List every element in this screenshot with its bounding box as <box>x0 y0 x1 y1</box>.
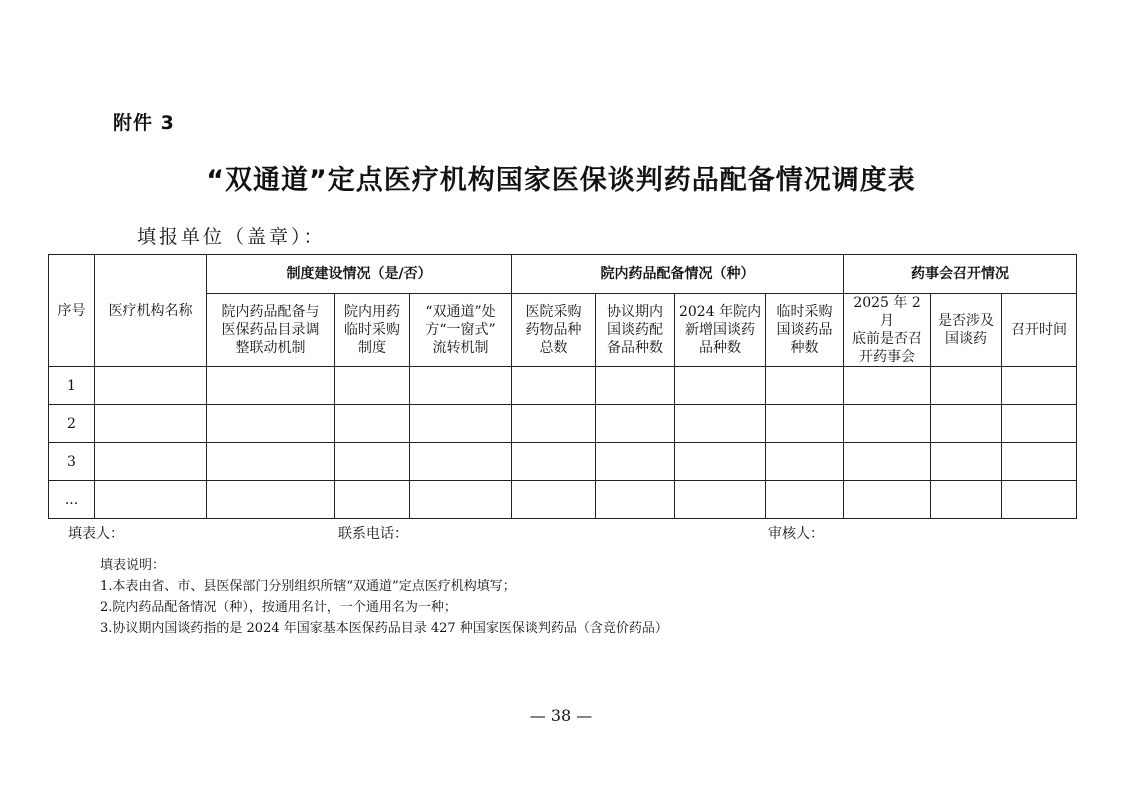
table-cell[interactable] <box>335 367 410 405</box>
row-seq: 3 <box>49 443 95 481</box>
header-negotiated-stocked: 协议期内 国谈药配 备品种数 <box>596 294 675 367</box>
table-cell[interactable] <box>844 481 931 519</box>
table-cell[interactable] <box>931 405 1002 443</box>
filler-label: 填表人： <box>68 526 124 542</box>
table-cell[interactable] <box>1002 481 1077 519</box>
table-cell[interactable] <box>512 481 596 519</box>
header-linkage-mechanism: 院内药品配备与 医保药品目录调 整联动机制 <box>207 294 335 367</box>
table-cell[interactable] <box>766 405 844 443</box>
table-cell[interactable] <box>95 443 207 481</box>
header-2024-new-negotiated: 2024 年院内 新增国谈药 品种数 <box>675 294 766 367</box>
table-cell[interactable] <box>410 405 512 443</box>
header-temp-purchase-system: 院内用药 临时采购 制度 <box>335 294 410 367</box>
table-cell[interactable] <box>95 481 207 519</box>
page-number: — 38 — <box>529 706 593 725</box>
attachment-label: 附件 3 <box>113 112 175 134</box>
table-cell[interactable] <box>675 481 766 519</box>
phone-label: 联系电话： <box>338 526 408 542</box>
table-cell[interactable] <box>931 367 1002 405</box>
notes-heading: 填表说明： <box>100 558 166 573</box>
table-cell[interactable] <box>675 367 766 405</box>
table-cell[interactable] <box>410 443 512 481</box>
table-cell[interactable] <box>95 367 207 405</box>
table-cell[interactable] <box>207 367 335 405</box>
note-item-1: 1.本表由省、市、县医保部门分别组织所辖“双通道”定点医疗机构填写； <box>100 579 516 594</box>
dispatch-table <box>48 254 1077 519</box>
table-cell[interactable] <box>512 367 596 405</box>
table-cell[interactable] <box>1002 405 1077 443</box>
table-cell[interactable] <box>335 481 410 519</box>
note-item-3: 3.协议期内国谈药指的是 2024 年国家基本医保药品目录 427 种国家医保谈判药品（含竞价药品） <box>100 621 668 636</box>
row-seq: 1 <box>49 367 95 405</box>
header-row-groups <box>49 255 1077 294</box>
table-cell[interactable] <box>207 481 335 519</box>
header-group-meeting: 药事会召开情况 <box>844 255 1077 294</box>
table-cell[interactable] <box>844 405 931 443</box>
row-seq: 2 <box>49 405 95 443</box>
header-seq: 序号 <box>49 255 95 367</box>
fill-unit-label: 填报单位（盖章）： <box>137 226 326 248</box>
table-cell[interactable] <box>675 405 766 443</box>
header-total-varieties: 医院采购 药物品种 总数 <box>512 294 596 367</box>
header-group-system: 制度建设情况（是/否） <box>207 255 512 294</box>
table-cell[interactable] <box>844 367 931 405</box>
table-row <box>49 443 1077 481</box>
table-row <box>49 367 1077 405</box>
table-cell[interactable] <box>410 481 512 519</box>
row-seq: ... <box>49 481 95 519</box>
table-cell[interactable] <box>675 443 766 481</box>
table-row <box>49 481 1077 519</box>
header-temp-purchase-count: 临时采购 国谈药品 种数 <box>766 294 844 367</box>
header-meeting-held: 2025 年 2 月 底前是否召 开药事会 <box>844 294 931 367</box>
table-cell[interactable] <box>1002 443 1077 481</box>
table-cell[interactable] <box>512 405 596 443</box>
note-item-2: 2.院内药品配备情况（种），按通用名计，一个通用名为一种； <box>100 600 457 615</box>
table-cell[interactable] <box>766 443 844 481</box>
table-cell[interactable] <box>844 443 931 481</box>
table-cell[interactable] <box>766 367 844 405</box>
header-involves-negotiated: 是否涉及 国谈药 <box>931 294 1002 367</box>
header-institution-name: 医疗机构名称 <box>95 255 207 367</box>
table-cell[interactable] <box>596 367 675 405</box>
document-title: “双通道”定点医疗机构国家医保谈判药品配备情况调度表 <box>206 165 916 196</box>
table-row <box>49 405 1077 443</box>
header-meeting-time: 召开时间 <box>1002 294 1077 367</box>
table-cell[interactable] <box>596 443 675 481</box>
table-cell[interactable] <box>1002 367 1077 405</box>
reviewer-label: 审核人： <box>768 526 824 542</box>
table-cell[interactable] <box>766 481 844 519</box>
table-cell[interactable] <box>931 481 1002 519</box>
table-cell[interactable] <box>95 405 207 443</box>
table-cell[interactable] <box>596 405 675 443</box>
table-cell[interactable] <box>207 405 335 443</box>
table-cell[interactable] <box>335 443 410 481</box>
table-cell[interactable] <box>410 367 512 405</box>
table-cell[interactable] <box>207 443 335 481</box>
table-cell[interactable] <box>931 443 1002 481</box>
header-group-stock: 院内药品配备情况（种） <box>512 255 844 294</box>
table-cell[interactable] <box>512 443 596 481</box>
header-one-window-flow: “双通道”处 方“一窗式” 流转机制 <box>410 294 512 367</box>
table-cell[interactable] <box>335 405 410 443</box>
table-cell[interactable] <box>596 481 675 519</box>
